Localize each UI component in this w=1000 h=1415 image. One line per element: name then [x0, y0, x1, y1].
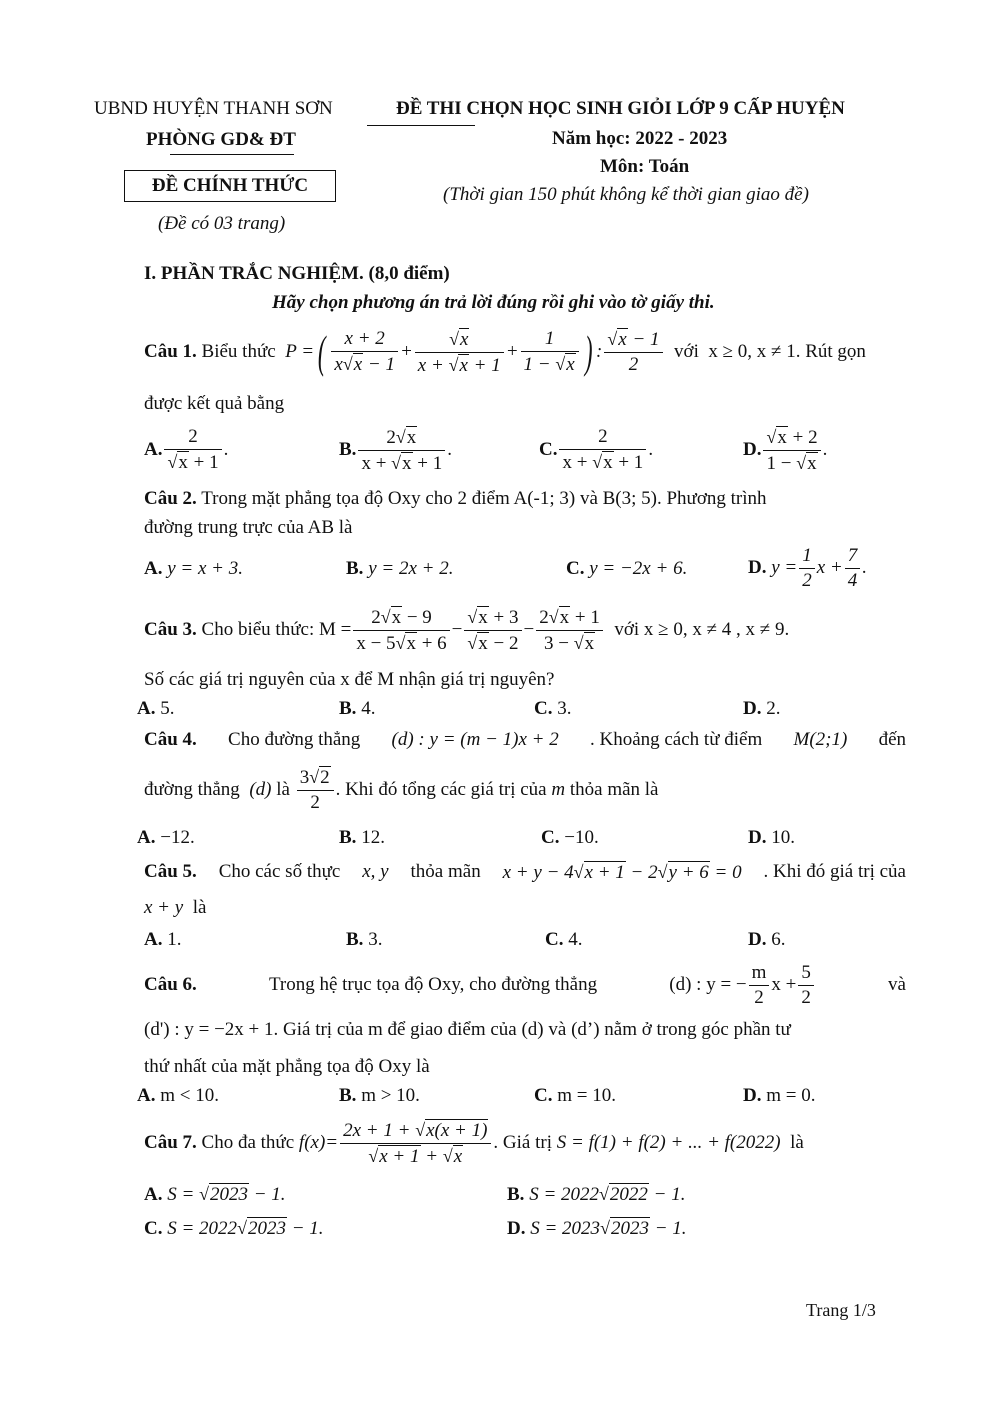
q4-text2d: . Khi đó tổng các giá trị của	[335, 779, 547, 800]
exam-year: Năm học: 2022 - 2023	[552, 128, 728, 149]
q4-b-label: B.	[339, 827, 357, 848]
q6-b-value: m > 10.	[361, 1085, 420, 1106]
q4-option-b	[339, 826, 385, 850]
q1-a-label: A.	[144, 439, 163, 460]
q5-option-b	[346, 928, 382, 952]
q7-expression: f(x)= $\frac{2x + 1 + √x(x + 1)}{√x + 1 + √x}$	[299, 1118, 494, 1169]
q7-c-label: C.	[144, 1218, 163, 1239]
q6-b-label: B.	[339, 1085, 357, 1106]
q7-b-value: S = 2022√2022 − 1.	[529, 1184, 686, 1205]
q2-c-label: C.	[566, 558, 585, 579]
q6-option-c	[534, 1084, 616, 1108]
q2-c-value: y = −2x + 6.	[589, 558, 688, 579]
q3-lead: Cho biểu thức:	[201, 619, 315, 640]
q5-option-d	[748, 928, 785, 952]
q1-d-label: D.	[743, 439, 762, 460]
exam-title: ĐỀ THI CHỌN HỌC SINH GIỎI LỚP 9 CẤP HUYỆN	[396, 98, 845, 119]
q1-a-value: $\frac{2}{√x + 1}$	[164, 425, 221, 475]
q1-option-c: C. $\frac{2}{x + √x + 1}$ .	[539, 426, 654, 473]
q2-text2: đường trung trực của AB là	[144, 517, 353, 538]
q3-c-label: C.	[534, 698, 553, 719]
q6-d-value: m = 0.	[766, 1085, 816, 1106]
q6-option-d	[743, 1084, 815, 1108]
org-line-1: UBND HUYỆN THANH SƠN	[94, 98, 333, 119]
q2-d-label: D.	[748, 557, 767, 578]
q6-option-b	[339, 1084, 420, 1108]
q4-text2c: là	[276, 779, 290, 800]
q7-option-d	[507, 1216, 687, 1241]
q3-option-d	[743, 697, 780, 721]
q2-a-label: A.	[144, 558, 163, 579]
q5-text2: là	[192, 897, 207, 918]
q7-text-c: là	[790, 1132, 804, 1153]
q7-b-label: B.	[507, 1184, 525, 1205]
q2-b-label: B.	[346, 558, 364, 579]
q5-a-label: A.	[144, 929, 163, 950]
q4-text2e: thỏa mãn là	[569, 779, 659, 800]
q3-condition: với x ≥ 0, x ≠ 4 , x ≠ 9.	[614, 619, 790, 640]
q4-line-eq: (d) : y = (m − 1)x + 2	[391, 729, 559, 750]
q4-c-value: −10.	[564, 827, 599, 848]
exam-subject: Môn: Toán	[600, 156, 690, 177]
q5-d-label: D.	[748, 929, 767, 950]
q3-d-label: D.	[743, 698, 762, 719]
q6-line1	[144, 957, 906, 1013]
q3-expression: M = $\frac{2√x - 9}{x - 5√x + 6}$ − $\frac{√x + 3}{√x - 2}$ − $\frac{2√x + 1}{3 - √x}$	[319, 605, 605, 656]
q5-line1	[144, 860, 906, 885]
q5-c-label: C.	[545, 929, 564, 950]
q1-c-label: C.	[539, 439, 558, 460]
page-number: Trang 1/3	[806, 1300, 876, 1320]
q7-text-b: . Giá trị	[493, 1132, 552, 1153]
q5-vars: x, y	[362, 861, 389, 882]
q2-text1: Trong mặt phẳng tọa độ Oxy cho 2 điểm A(-1; 3) và B(3; 5). Phương trình	[201, 488, 767, 509]
q3-text2: Số các giá trị nguyên của x để M nhận giá trị nguyên?	[144, 669, 555, 690]
q4-d-label: D.	[748, 827, 767, 848]
q6-c-label: C.	[534, 1085, 553, 1106]
q1-lead: Biểu thức	[201, 341, 276, 362]
q4-option-c	[541, 826, 599, 850]
q1-tail: với	[674, 341, 699, 362]
q7-a-label: A.	[144, 1184, 163, 1205]
q3-option-a	[137, 697, 174, 721]
q6-label: Câu 6.	[144, 974, 197, 995]
q1-b-label: B.	[339, 439, 357, 460]
q2-option-b	[346, 557, 453, 581]
q2-option-c	[566, 557, 687, 581]
q6-line-d: (d) : y = − $\frac{m}{2}$ x + $\frac{5}{2}$	[669, 961, 816, 1010]
q7-option-b	[507, 1182, 685, 1207]
q2-d-value: y = $\frac{1}{2}$ x + $\frac{7}{4}$ .	[771, 544, 868, 591]
q7-option-c	[144, 1216, 324, 1241]
q1-c-value: $\frac{2}{x + √x + 1}$	[559, 425, 646, 475]
q1-line	[144, 324, 906, 380]
header-underline-right	[367, 125, 475, 126]
q7-lead: Cho đa thức	[201, 1132, 295, 1153]
q3-b-value: 4.	[361, 698, 376, 719]
q3-option-b	[339, 697, 375, 721]
q6-a-label: A.	[137, 1085, 156, 1106]
q5-equation: x + y − 4√x + 1 − 2√y + 6 = 0	[502, 862, 742, 883]
q4-text1b: . Khoảng cách từ điểm	[589, 729, 763, 750]
q3-c-value: 3.	[557, 698, 572, 719]
q1-line2: được kết quả bằng	[144, 393, 285, 414]
q5-option-c	[545, 928, 582, 952]
q5-text1a: Cho các số thực	[218, 861, 341, 882]
q3-a-label: A.	[137, 698, 156, 719]
q3-a-value: 5.	[160, 698, 175, 719]
q4-option-a	[137, 826, 195, 850]
q4-a-value: −12.	[160, 827, 195, 848]
q3-option-c	[534, 697, 571, 721]
q3-line	[144, 602, 789, 658]
q5-b-label: B.	[346, 929, 364, 950]
q7-d-value: S = 2023√2023 − 1.	[530, 1218, 687, 1239]
q5-d-value: 6.	[771, 929, 786, 950]
q4-option-d	[748, 826, 795, 850]
q5-text1b: thỏa mãn	[410, 861, 481, 882]
time-note: (Thời gian 150 phút không kể thời gian giao đề)	[443, 184, 809, 205]
q4-d-value: 10.	[771, 827, 795, 848]
q1-condition: x ≥ 0, x ≠ 1	[708, 341, 796, 362]
q2-b-value: y = 2x + 2.	[368, 558, 454, 579]
q2-a-value: y = x + 3.	[167, 558, 243, 579]
q4-a-label: A.	[137, 827, 156, 848]
q4-text1a: Cho đường thẳng	[228, 729, 361, 750]
q7-a-value: S = √2023 − 1.	[167, 1184, 286, 1205]
q5-sum: x + y	[144, 897, 184, 918]
q3-d-value: 2.	[766, 698, 781, 719]
q6-d-label: D.	[743, 1085, 762, 1106]
q4-text2b: (d)	[249, 779, 272, 800]
q5-text1c: . Khi đó giá trị của	[763, 861, 906, 882]
q4-text2a: đường thẳng	[144, 779, 240, 800]
q2-label: Câu 2.	[144, 488, 197, 509]
q3-label: Câu 3.	[144, 619, 197, 640]
q4-text1c: đến	[878, 729, 906, 750]
section-instruction: Hãy chọn phương án trả lời đúng rồi ghi vào tờ giấy thi.	[272, 292, 715, 313]
header-underline-left	[170, 154, 294, 155]
q3-b-label: B.	[339, 698, 357, 719]
q5-option-a	[144, 928, 181, 952]
q1-d-value: $\frac{√x + 2}{1 - √x}$	[763, 425, 820, 476]
official-stamp: ĐỀ CHÍNH THỨC	[124, 170, 336, 202]
q7-d-label: D.	[507, 1218, 526, 1239]
q7-line	[144, 1115, 804, 1171]
q5-c-value: 4.	[568, 929, 583, 950]
q5-label: Câu 5.	[144, 861, 197, 882]
q1-tail2: . Rút gọn	[795, 341, 866, 362]
q1-b-value: $\frac{2√x}{x + √x + 1}$	[358, 425, 445, 476]
pages-note: (Đề có 03 trang)	[158, 213, 286, 234]
q6-text1: Trong hệ trục tọa độ Oxy, cho đường thẳng	[268, 974, 598, 995]
org-line-2: PHÒNG GD& ĐT	[146, 129, 296, 150]
q7-sum: S = f(1) + f(2) + ... + f(2022)	[556, 1132, 781, 1153]
section-title: I. PHẦN TRẮC NGHIỆM. (8,0 điểm)	[144, 263, 450, 284]
q4-c-label: C.	[541, 827, 560, 848]
q5-a-value: 1.	[167, 929, 182, 950]
q4-label: Câu 4.	[144, 729, 197, 750]
q6-text3: thứ nhất của mặt phẳng tọa độ Oxy là	[144, 1056, 430, 1077]
q5-b-value: 3.	[368, 929, 383, 950]
q6-text2b: . Giá trị của m để giao điểm của (d) và (d’) nằm ở trong góc phần tư	[273, 1019, 791, 1040]
q7-label: Câu 7.	[144, 1132, 197, 1153]
q2-option-a	[144, 557, 243, 581]
q1-option-d: D. $\frac{√x + 2}{1 - √x}$ .	[743, 426, 828, 474]
q7-c-value: S = 2022√2023 − 1.	[167, 1218, 324, 1239]
q4-line1	[144, 728, 906, 752]
q6-c-value: m = 10.	[557, 1085, 616, 1106]
q6-text1b: và	[888, 974, 906, 995]
q2-option-d	[748, 541, 867, 595]
q1-label: Câu 1.	[144, 341, 197, 362]
q1-option-b: B. $\frac{2√x}{x + √x + 1}$ .	[339, 426, 453, 474]
q4-b-value: 12.	[361, 827, 385, 848]
q4-line2	[144, 763, 659, 817]
q1-expression: P = ( $\frac{x + 2}{x√x - 1}$ + $\frac{√x}{x + √x + 1}$ + $\frac{1}{1 - √x}$ ) : $\frac{√x - 1}{2}$	[285, 327, 664, 378]
q6-a-value: m < 10.	[160, 1085, 219, 1106]
q4-point: M(2;1)	[793, 729, 848, 750]
q7-option-a	[144, 1182, 286, 1207]
q1-option-a: A. $\frac{2}{√x + 1}$ .	[144, 426, 229, 473]
q6-text2a: (d') : y = −2x + 1	[144, 1019, 274, 1040]
q4-distance: $\frac{3√2}{2}$	[297, 765, 334, 815]
q4-var: m	[551, 779, 566, 800]
q6-option-a	[137, 1084, 219, 1108]
